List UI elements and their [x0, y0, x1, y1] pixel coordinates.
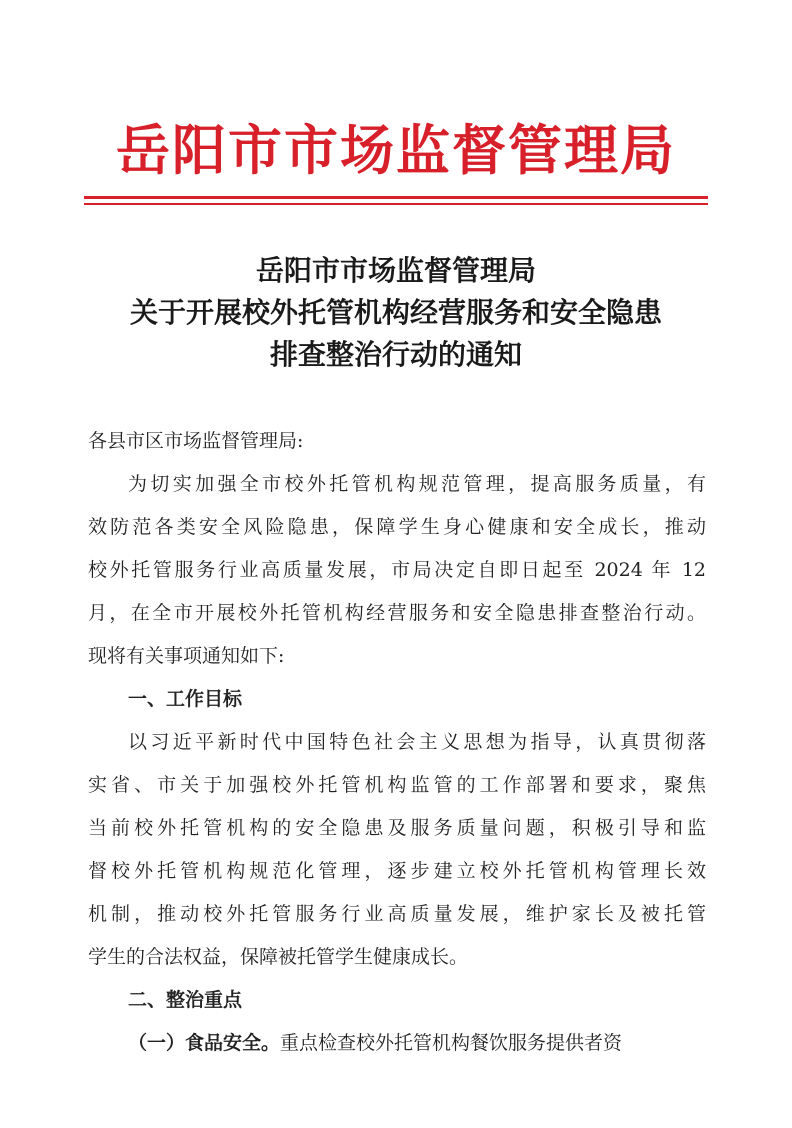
intro-line-3: 校外托管服务行业高质量发展，市局决定自即日起至 2024 年 12: [88, 559, 706, 581]
section-2-item-1-label: （一）食品安全。: [128, 1032, 281, 1054]
intro-line-5: 现将有关事项通知如下:: [88, 645, 285, 667]
section-1-line-3: 当前校外托管机构的安全隐患及服务质量问题，积极引导和监: [88, 817, 706, 839]
section-1-line-5: 机制，推动校外托管服务行业高质量发展，维护家长及被托管: [88, 903, 706, 925]
section-1-line-1: 以习近平新时代中国特色社会主义思想为指导，认真贯彻落: [128, 731, 706, 753]
salutation: 各县市区市场监督管理局:: [88, 430, 304, 452]
masthead-divider-thick: [84, 196, 708, 199]
masthead-title: 岳阳市市场监督管理局: [116, 118, 676, 182]
intro-line-2: 效防范各类安全风险隐患，保障学生身心健康和安全成长，推动: [88, 516, 706, 538]
title-line-3: 排查整治行动的通知: [269, 338, 522, 371]
title-line-1: 岳阳市市场监督管理局: [255, 254, 536, 287]
section-2-item-1: [88, 1022, 706, 1065]
section-1-line-4: 督校外托管机构规范化管理，逐步建立校外托管机构管理长效: [88, 860, 706, 882]
section-2-heading: 二、整治重点: [128, 989, 243, 1011]
masthead-divider-thin: [84, 203, 708, 205]
section-1-line-6: 学生的合法权益，保障被托管学生健康成长。: [88, 946, 469, 968]
intro-line-1: 为切实加强全市校外托管机构规范管理，提高服务质量，有: [128, 473, 706, 495]
section-2-item-1-text: 重点检查校外托管机构餐饮服务提供者资: [280, 1032, 623, 1054]
intro-line-4: 月，在全市开展校外托管机构经营服务和安全隐患排查整治行动。: [88, 602, 706, 624]
section-1-line-2: 实省、市关于加强校外托管机构监管的工作部署和要求，聚焦: [88, 774, 706, 796]
document-title: [60, 250, 732, 376]
section-1-heading: 一、工作目标: [128, 688, 243, 710]
title-line-2: 关于开展校外托管机构经营服务和安全隐患: [129, 296, 662, 329]
document-body: [88, 420, 706, 1065]
